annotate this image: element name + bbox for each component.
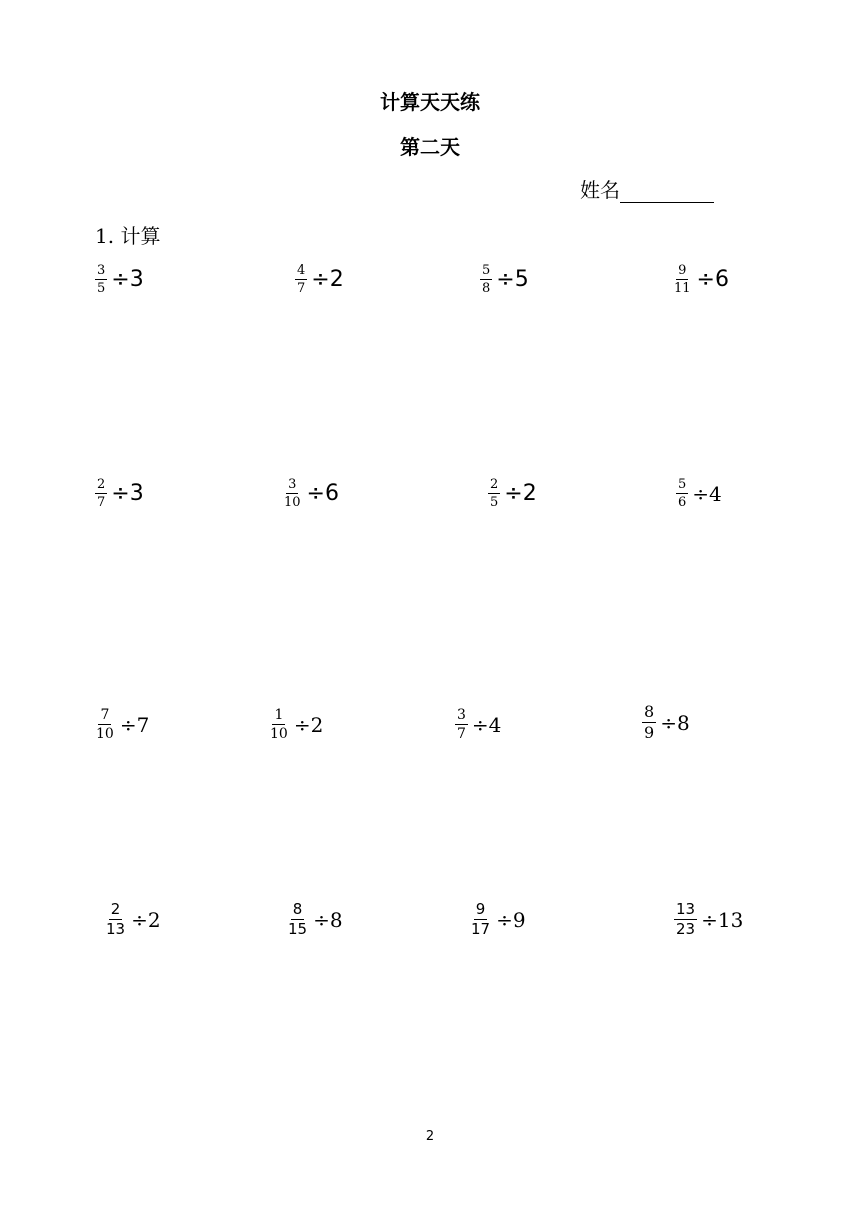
- numerator: 3: [288, 477, 297, 492]
- fraction: [672, 264, 693, 295]
- problem-11: [455, 708, 501, 741]
- divide-expression: ÷6: [306, 481, 339, 506]
- numerator: 9: [475, 900, 486, 918]
- fraction: [469, 902, 492, 937]
- divide-expression: ÷8: [660, 710, 690, 735]
- denominator: 7: [97, 495, 106, 510]
- problem-16: [674, 902, 743, 937]
- denominator: 10: [284, 495, 301, 510]
- problem-14: [286, 902, 343, 937]
- numerator: 3: [97, 263, 106, 278]
- problem-13: [104, 902, 161, 937]
- divide-expression: ÷5: [496, 267, 529, 292]
- problem-1: [95, 264, 144, 295]
- divide-expression: ÷8: [313, 907, 343, 932]
- denominator: 10: [270, 726, 288, 742]
- numerator: 4: [297, 263, 306, 278]
- name-label: 姓名: [580, 178, 620, 202]
- problem-12: [642, 704, 690, 741]
- divide-expression: ÷2: [504, 481, 537, 506]
- fraction: [295, 264, 307, 295]
- denominator: 8: [482, 281, 491, 296]
- fraction: [94, 708, 116, 741]
- fraction: [455, 708, 468, 741]
- numerator: 9: [678, 263, 687, 278]
- divide-expression: ÷9: [496, 907, 526, 932]
- numerator: 5: [678, 477, 687, 492]
- numerator: 8: [292, 900, 303, 918]
- page-subtitle: 第二天: [400, 135, 460, 159]
- problem-7: [488, 478, 537, 509]
- numerator: 5: [482, 263, 491, 278]
- problem-5: [95, 478, 144, 509]
- divide-expression: ÷7: [119, 712, 150, 737]
- denominator: 6: [678, 495, 687, 510]
- denominator: 23: [676, 920, 696, 938]
- divide-expression: ÷3: [111, 267, 144, 292]
- fraction: [642, 704, 656, 741]
- fraction: [674, 902, 697, 937]
- name-field: [580, 174, 714, 203]
- divide-expression: ÷2: [293, 712, 324, 737]
- page-title: 计算天天练: [380, 90, 480, 114]
- problem-9: [94, 708, 149, 741]
- denominator: 7: [457, 726, 466, 742]
- divide-expression: ÷2: [131, 907, 161, 932]
- fraction: [282, 478, 303, 509]
- problem-4: [672, 264, 729, 295]
- fraction: [104, 902, 127, 937]
- denominator: 7: [297, 281, 306, 296]
- fraction: [480, 264, 492, 295]
- numerator: 2: [110, 900, 121, 918]
- fraction: [95, 478, 107, 509]
- problem-15: [469, 902, 526, 937]
- divide-expression: ÷4: [692, 481, 722, 506]
- fraction: [676, 478, 688, 509]
- problem-3: [480, 264, 529, 295]
- denominator: 10: [96, 726, 114, 742]
- denominator: 11: [674, 281, 691, 296]
- numerator: 13: [676, 900, 696, 918]
- fraction: [488, 478, 500, 509]
- numerator: 2: [97, 477, 106, 492]
- fraction: [95, 264, 107, 295]
- divide-expression: ÷4: [471, 712, 502, 737]
- fraction: [268, 708, 290, 741]
- problem-2: [295, 264, 344, 295]
- section-heading: 1. 计算: [95, 224, 161, 248]
- name-blank-line[interactable]: [620, 180, 714, 203]
- denominator: 15: [288, 920, 308, 938]
- divide-expression: ÷13: [701, 907, 744, 932]
- numerator: 7: [100, 707, 110, 723]
- denominator: 5: [97, 281, 106, 296]
- denominator: 17: [471, 920, 491, 938]
- fraction: [286, 902, 309, 937]
- problem-6: [282, 478, 339, 509]
- problem-8: [676, 478, 722, 509]
- numerator: 2: [490, 477, 499, 492]
- divide-expression: ÷3: [111, 481, 144, 506]
- numerator: 8: [644, 702, 655, 721]
- divide-expression: ÷6: [696, 267, 729, 292]
- page-number: 2: [425, 1129, 435, 1144]
- denominator: 5: [490, 495, 499, 510]
- numerator: 1: [274, 707, 284, 723]
- problem-10: [268, 708, 323, 741]
- denominator: 13: [106, 920, 126, 938]
- numerator: 3: [457, 707, 466, 723]
- denominator: 9: [644, 723, 655, 742]
- divide-expression: ÷2: [311, 267, 344, 292]
